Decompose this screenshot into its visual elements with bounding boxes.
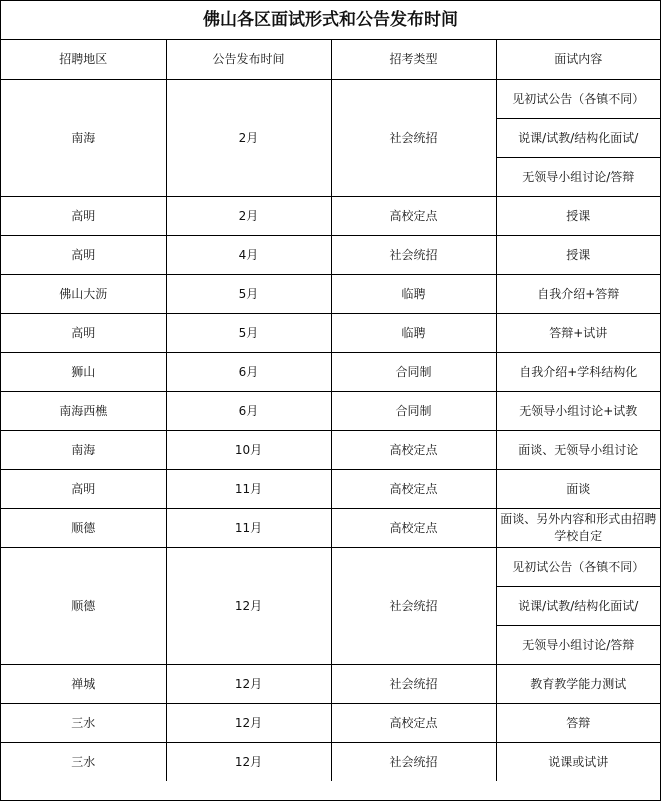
header-type: 招考类型	[331, 40, 496, 79]
cell-content: 见初试公告（各镇不同）	[496, 547, 660, 586]
cell-type: 社会统招	[331, 664, 496, 703]
cell-region: 佛山大沥	[1, 274, 166, 313]
header-region: 招聘地区	[1, 40, 166, 79]
table-row	[1, 391, 660, 430]
cell-type: 合同制	[331, 352, 496, 391]
cell-type: 临聘	[331, 274, 496, 313]
table-row	[1, 703, 660, 742]
cell-time: 5月	[166, 274, 331, 313]
table-row	[1, 313, 660, 352]
cell-content: 无领导小组讨论/答辩	[496, 625, 660, 664]
cell-type: 高校定点	[331, 703, 496, 742]
cell-time: 11月	[166, 469, 331, 508]
cell-type: 高校定点	[331, 469, 496, 508]
cell-content: 答辩+试讲	[496, 313, 660, 352]
table-row	[1, 235, 660, 274]
table-row	[1, 508, 660, 547]
cell-content: 面谈、无领导小组讨论	[496, 430, 660, 469]
cell-region: 三水	[1, 703, 166, 742]
cell-content: 无领导小组讨论/答辩	[496, 157, 660, 196]
cell-content: 面谈	[496, 469, 660, 508]
cell-time: 2月	[166, 79, 331, 196]
cell-region: 顺德	[1, 547, 166, 664]
cell-region: 三水	[1, 742, 166, 781]
sheet-title: 佛山各区面试形式和公告发布时间	[1, 1, 660, 40]
cell-region: 高明	[1, 313, 166, 352]
cell-time: 12月	[166, 742, 331, 781]
cell-time: 6月	[166, 391, 331, 430]
cell-region: 禅城	[1, 664, 166, 703]
header-content: 面试内容	[496, 40, 660, 79]
cell-region: 高明	[1, 196, 166, 235]
cell-content: 答辩	[496, 703, 660, 742]
cell-time: 12月	[166, 703, 331, 742]
cell-content: 面谈、另外内容和形式由招聘学校自定	[496, 508, 660, 547]
cell-content: 授课	[496, 235, 660, 274]
cell-type: 社会统招	[331, 235, 496, 274]
table-row	[1, 274, 660, 313]
table-row	[1, 664, 660, 703]
cell-content: 自我介绍+答辩	[496, 274, 660, 313]
table-row	[1, 430, 660, 469]
table-row	[1, 352, 660, 391]
cell-type: 社会统招	[331, 547, 496, 664]
header-time: 公告发布时间	[166, 40, 331, 79]
cell-time: 5月	[166, 313, 331, 352]
cell-time: 2月	[166, 196, 331, 235]
table-row	[1, 469, 660, 508]
header-row	[1, 40, 660, 79]
cell-content: 无领导小组讨论+试教	[496, 391, 660, 430]
cell-type: 高校定点	[331, 196, 496, 235]
cell-time: 4月	[166, 235, 331, 274]
cell-type: 社会统招	[331, 79, 496, 196]
cell-type: 高校定点	[331, 508, 496, 547]
cell-content: 授课	[496, 196, 660, 235]
cell-region: 顺德	[1, 508, 166, 547]
cell-type: 合同制	[331, 391, 496, 430]
cell-region: 南海	[1, 430, 166, 469]
cell-region: 狮山	[1, 352, 166, 391]
cell-content: 说课/试教/结构化面试/	[496, 586, 660, 625]
cell-region: 南海	[1, 79, 166, 196]
cell-region: 高明	[1, 235, 166, 274]
cell-time: 11月	[166, 508, 331, 547]
cell-content: 见初试公告（各镇不同）	[496, 79, 660, 118]
schedule-table	[1, 40, 660, 781]
cell-time: 12月	[166, 664, 331, 703]
cell-time: 10月	[166, 430, 331, 469]
cell-region: 高明	[1, 469, 166, 508]
cell-content: 说课/试教/结构化面试/	[496, 118, 660, 157]
cell-type: 社会统招	[331, 742, 496, 781]
table-row	[1, 547, 660, 586]
cell-content: 自我介绍+学科结构化	[496, 352, 660, 391]
cell-time: 12月	[166, 547, 331, 664]
cell-type: 高校定点	[331, 430, 496, 469]
table-row	[1, 742, 660, 781]
cell-type: 临聘	[331, 313, 496, 352]
table-row	[1, 79, 660, 118]
cell-content: 教育教学能力测试	[496, 664, 660, 703]
cell-content: 说课或试讲	[496, 742, 660, 781]
cell-time: 6月	[166, 352, 331, 391]
table-row	[1, 196, 660, 235]
cell-region: 南海西樵	[1, 391, 166, 430]
table-body	[1, 79, 660, 781]
